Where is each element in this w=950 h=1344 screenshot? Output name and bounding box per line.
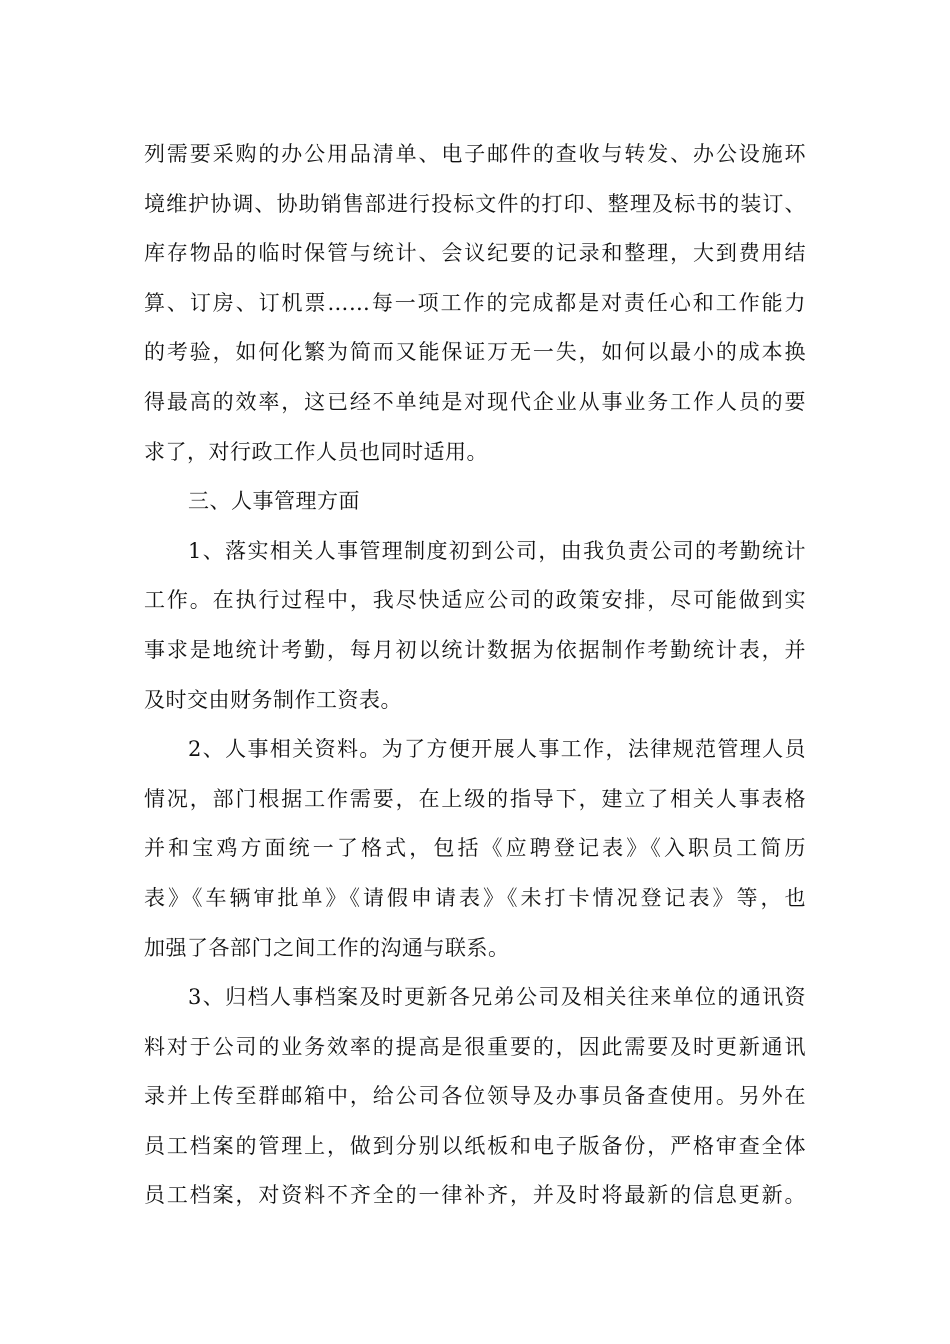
text-line-19: 料对于公司的业务效率的提高是很重要的，因此需要及时更新通讯 — [144, 1034, 806, 1059]
text-line-18: 3、归档人事档案及时更新各兄弟公司及相关往来单位的通讯资 — [188, 985, 806, 1010]
text-line-17: 加强了各部门之间工作的沟通与联系。 — [144, 935, 510, 960]
text-line-5: 的考验，如何化繁为简而又能保证万无一失，如何以最小的成本换 — [144, 340, 806, 365]
text-line-11: 事求是地统计考勤，每月初以统计数据为依据制作考勤统计表，并 — [144, 637, 806, 662]
text-line-1: 列需要采购的办公用品清单、电子邮件的查收与转发、办公设施环 — [144, 142, 806, 166]
text-line-15: 并和宝鸡方面统一了格式，包括《应聘登记表》《入职员工简历 — [144, 836, 806, 861]
text-line-9: 1、落实相关人事管理制度初到公司，由我负责公司的考勤统计 — [188, 538, 806, 563]
text-line-4: 算、订房、订机票……每一项工作的完成都是对责任心和工作能力 — [144, 290, 806, 315]
text-line-14: 情况，部门根据工作需要，在上级的指导下，建立了相关人事表格 — [144, 786, 806, 811]
text-line-21: 员工档案的管理上，做到分别以纸板和电子版备份，严格审查全体 — [144, 1133, 806, 1158]
text-line-7: 求了，对行政工作人员也同时适用。 — [144, 439, 488, 464]
text-line-12: 及时交由财务制作工资表。 — [144, 687, 402, 712]
section-heading: 三、人事管理方面 — [188, 489, 360, 514]
text-line-22: 员工档案，对资料不齐全的一律补齐，并及时将最新的信息更新。 — [144, 1183, 806, 1208]
document-page — [144, 130, 806, 1221]
text-line-20: 录并上传至群邮箱中，给公司各位领导及办事员备查使用。另外在 — [144, 1084, 806, 1109]
text-line-16: 表》《车辆审批单》《请假申请表》《未打卡情况登记表》等，也 — [144, 885, 806, 910]
text-line-6: 得最高的效率，这已经不单纯是对现代企业从事业务工作人员的要 — [144, 389, 806, 414]
text-line-13: 2、人事相关资料。为了方便开展人事工作，法律规范管理人员 — [188, 737, 806, 762]
text-line-3: 库存物品的临时保管与统计、会议纪要的记录和整理，大到费用结 — [144, 241, 806, 266]
text-line-2: 境维护协调、协助销售部进行投标文件的打印、整理及标书的装订、 — [144, 191, 806, 216]
text-line-10: 工作。在执行过程中，我尽快适应公司的政策安排，尽可能做到实 — [144, 588, 806, 613]
